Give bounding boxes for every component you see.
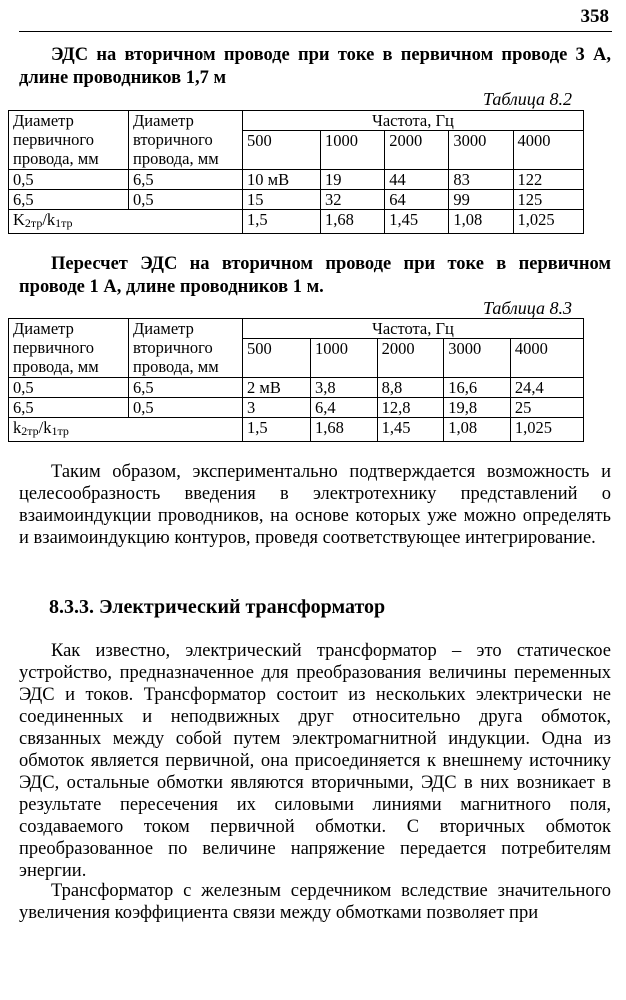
table1-col2-header: Диаметр вторичного провода, мм <box>129 111 243 170</box>
table-cell: 15 <box>243 190 321 210</box>
table2-freq: 3000 <box>444 339 511 378</box>
table-cell: 8,8 <box>377 378 444 398</box>
table-cell: 16,6 <box>444 378 511 398</box>
table-cell: 1,68 <box>310 418 377 442</box>
table-cell: 24,4 <box>510 378 583 398</box>
table-cell: 2 мВ <box>243 378 311 398</box>
table2-freq: 2000 <box>377 339 444 378</box>
table-cell: 6,5 <box>9 398 129 418</box>
table1-freq: 1000 <box>321 131 385 170</box>
table-cell: 0,5 <box>9 170 129 190</box>
table-cell: 6,5 <box>9 190 129 210</box>
table2-freq: 4000 <box>510 339 583 378</box>
table-cell: 1,68 <box>321 210 385 234</box>
table-cell: 12,8 <box>377 398 444 418</box>
table-row <box>9 418 584 442</box>
table-row <box>9 210 584 234</box>
table-cell: 83 <box>449 170 513 190</box>
table-cell: 0,5 <box>129 398 243 418</box>
table1-col1-header: Диаметр первичного провода, мм <box>9 111 129 170</box>
table-cell: 6,5 <box>129 170 243 190</box>
table1-heading: ЭДС на вторичном проводе при токе в первичном проводе 3 А, длине проводников 1,7 м <box>19 45 611 88</box>
table1-freq: 2000 <box>385 131 449 170</box>
table-cell: 0,5 <box>9 378 129 398</box>
table-cell: 64 <box>385 190 449 210</box>
table-cell: 122 <box>513 170 584 190</box>
table2-heading: Пересчет ЭДС на вторичном проводе при токе в первичном проводе 1 А, длине проводников 1 м. <box>19 254 611 297</box>
table2-col2-header: Диаметр вторичного провода, мм <box>129 319 243 378</box>
table1-ratio-label: $K_{2тр}/k_{1тр}$ <box>9 210 243 234</box>
table1-label: Таблица 8.2 <box>482 89 572 109</box>
table-cell: 1,08 <box>444 418 511 442</box>
table1-freq: 500 <box>243 131 321 170</box>
table-row <box>9 170 584 190</box>
table1 <box>8 110 584 234</box>
table-cell: 1,025 <box>513 210 584 234</box>
table-cell: 32 <box>321 190 385 210</box>
table-cell: 19,8 <box>444 398 511 418</box>
table-row <box>9 190 584 210</box>
page-number: 358 <box>580 6 609 27</box>
table2-freq: 1000 <box>310 339 377 378</box>
table2-col1-header: Диаметр первичного провода, мм <box>9 319 129 378</box>
table-cell: 1,45 <box>377 418 444 442</box>
table-cell: 19 <box>321 170 385 190</box>
table-cell: 44 <box>385 170 449 190</box>
table-cell: 1,45 <box>385 210 449 234</box>
table2-label: Таблица 8.3 <box>482 298 572 318</box>
paragraph-transformer-definition: Как известно, электрический трансформатор – это статическое устройство, предназначенное для преобразования величины переменных ЭДС и токов. Трансформатор состоит из нескольких электрически не соединенных и неподвижных друг относительно друга обмоток, связанных между собой путем электромагнитной индукции. Одна из обмоток является первичной, она присоединяется к внешнему источнику ЭДС, остальные обмотки являются вторичными, ЭДС в них возникает в результате пересечения их силовыми линиями магнитного поля, создаваемого током первичной обмотки. С вторичных обмоток преобразованное по величине напряжение передается потребителям энергии. <box>19 641 611 881</box>
table2 <box>8 318 584 442</box>
table-cell: 25 <box>510 398 583 418</box>
table-cell: 6,4 <box>310 398 377 418</box>
table-row <box>9 398 584 418</box>
table-cell: 0,5 <box>129 190 243 210</box>
table-cell: 125 <box>513 190 584 210</box>
table2-freq: 500 <box>243 339 311 378</box>
section-title: 8.3.3. Электрический трансформатор <box>49 596 386 618</box>
table-cell: 3,8 <box>310 378 377 398</box>
paragraph-transformer-core: Трансформатор с железным сердечником вследствие значительного увеличения коэффициента связи между обмотками позволяет при <box>19 881 611 923</box>
header-rule <box>19 31 612 32</box>
table2-ratio-label: $k_{2тр}/k_{1тр}$ <box>9 418 243 442</box>
table-row <box>9 378 584 398</box>
table-cell: 3 <box>243 398 311 418</box>
table-cell: 1,5 <box>243 418 311 442</box>
paragraph-conclusion: Таким образом, экспериментально подтверждается возможность и целесообразность введения в электротехнику представлений о взаимоиндукции проводников, на основе которых уже можно определять и взаимоиндукцию контуров, проведя соответствующее интегрирование. <box>19 462 611 548</box>
table-cell: 1,08 <box>449 210 513 234</box>
table1-freq: 4000 <box>513 131 584 170</box>
table-cell: 99 <box>449 190 513 210</box>
table-cell: 10 мВ <box>243 170 321 190</box>
table1-freq: 3000 <box>449 131 513 170</box>
table1-freq-header: Частота, Гц <box>243 111 584 131</box>
table-cell: 1,025 <box>510 418 583 442</box>
table-cell: 1,5 <box>243 210 321 234</box>
table-cell: 6,5 <box>129 378 243 398</box>
table2-freq-header: Частота, Гц <box>243 319 584 339</box>
